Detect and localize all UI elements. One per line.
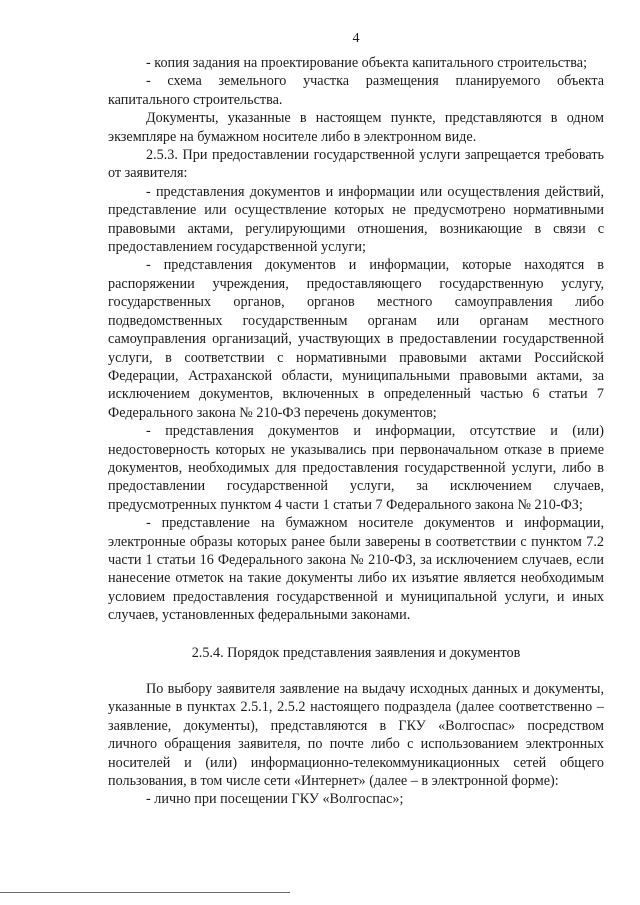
page-number: 4 [352, 31, 360, 46]
list-item-in-person: - лично при посещении ГКУ «Волгоспас»; [146, 791, 404, 808]
section-heading: 2.5.4. Порядок представления заявления и документов [191, 644, 521, 661]
list-item-prohibition-3: - представления документов и информации, отсутствие и (или) недостоверность которых не указывались при первоначальном отказе в приеме документов, необходимых для предоставления государственной услуги, либо в предоставлении государственной услуги, за исключением случаев, предусмотренных пунктом 4 части 1 статьи 7 Федерального закона № 210-ФЗ; [108, 423, 604, 513]
list-item-prohibition-2: - представления документов и информации, которые находятся в распоряжении учреждения, предоставляющего государственную услугу, государственных органов, органов местного самоуправления либо подведомственных государственным органам или органам местного самоуправления организаций, участвующих в предоставлении государственной услуги, в соответствии с нормативными правовыми актами Российской Федерации, Астраханской области, муниципальными правовыми актами, за исключением документов, включенных в определенный частью 6 статьи 7 Федерального закона № 210-ФЗ перечень документов; [108, 257, 604, 421]
paragraph-documents-form: Документы, указанные в настоящем пункте, представляются в одном экземпляре на бумажном носителе либо в электронном виде. [108, 110, 604, 145]
list-item-prohibition-1: - представления документов и информации или осуществления действий, представление или осуществление которых не предусмотрено нормативными правовыми актами, регулирующими отношения, возникающие в связи с предоставлением государственной услуги; [108, 183, 604, 256]
list-item-task-copy: - копия задания на проектирование объекта капитального строительства; [146, 55, 588, 71]
clause-2-5-3: 2.5.3. При предоставлении государственной услуги запрещается требовать от заявителя: [108, 147, 604, 182]
list-item-prohibition-4: - представление на бумажном носителе документов и информации, электронные образы которых ранее были заверены в соответствии с пунктом 7.2 части 1 статьи 16 Федерального закона № 210-ФЗ, за исключением случаев, если нанесение отметок на такие документы либо их изъятие является необходимым условием предоставления государственной и муниципальной услуги, и иных случаев, установленных федеральными законами. [108, 515, 604, 624]
scan-edge-line [0, 892, 290, 893]
list-item-land-scheme: - схема земельного участка размещения планируемого объекта капитального строительства. [108, 73, 604, 108]
paragraph-submission-methods: По выбору заявителя заявление на выдачу исходных данных и документы, указанные в пунктах 2.5.1, 2.5.2 настоящего подраздела (далее соответственно – заявление, документы), представляются в ГКУ «Волгоспас» посредством личного обращения заявителя, по почте либо с использованием электронных носителей и (или) информационно-телекоммуникационных сетей общего пользования, в том числе сети «Интернет» (далее – в электронной форме): [108, 681, 604, 790]
